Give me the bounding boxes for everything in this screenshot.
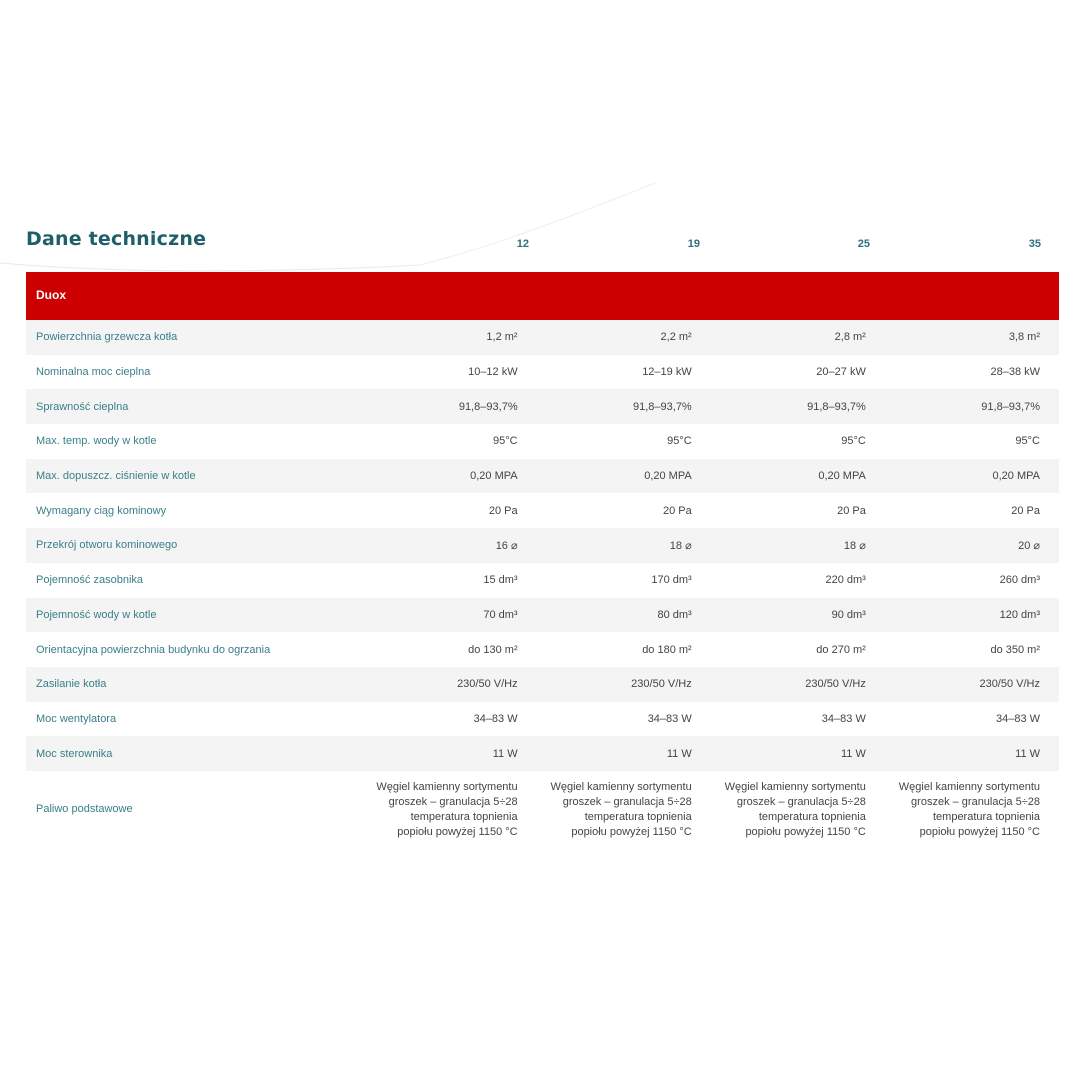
table-row (26, 493, 1059, 528)
cell-value-19: 95°C (537, 424, 711, 459)
cell-value-19: 0,20 MPA (537, 459, 711, 494)
cell-value-35: 28–38 kW (885, 355, 1059, 390)
fuel-line: Węgiel kamienny sortymentu (724, 780, 866, 793)
cell-value-35: 120 dm³ (885, 598, 1059, 633)
cell-value-12: 34–83 W (363, 702, 537, 737)
cell-value-19: 80 dm³ (537, 598, 711, 633)
table-row (26, 563, 1059, 598)
cell-value-25: 34–83 W (711, 702, 885, 737)
cell-value-35: 3,8 m² (885, 320, 1059, 355)
row-label: Powierzchnia grzewcza kotła (26, 320, 363, 355)
cell-value-19: 170 dm³ (537, 563, 711, 598)
fuel-line: temperatura topnienia (932, 810, 1040, 823)
cell-value-19: do 180 m² (537, 632, 711, 667)
cell-value-12 (363, 771, 537, 849)
table-row (26, 702, 1059, 737)
row-label: Orientacyjna powierzchnia budynku do ogrzania (26, 632, 363, 667)
cell-value-12: 11 W (363, 736, 537, 771)
cell-value-35: 0,20 MPA (885, 459, 1059, 494)
cell-value-12: do 130 m² (363, 632, 537, 667)
table-row (26, 736, 1059, 771)
cell-value-35: 260 dm³ (885, 563, 1059, 598)
row-label: Moc sterownika (26, 736, 363, 771)
cell-value-25: do 270 m² (711, 632, 885, 667)
table-row (26, 459, 1059, 494)
cell-value-25: 90 dm³ (711, 598, 885, 633)
cell-value-12: 91,8–93,7% (363, 389, 537, 424)
cell-value-35: 95°C (885, 424, 1059, 459)
cell-value-12: 95°C (363, 424, 537, 459)
table-row (26, 667, 1059, 702)
table-row (26, 528, 1059, 563)
table-row (26, 355, 1059, 390)
table-header (26, 222, 1059, 262)
model-header-12: 12 (516, 238, 529, 250)
row-label: Max. temp. wody w kotle (26, 424, 363, 459)
cell-value-25: 95°C (711, 424, 885, 459)
fuel-line: temperatura topnienia (584, 810, 692, 823)
cell-value-25: 2,8 m² (711, 320, 885, 355)
fuel-line: groszek – granulacja 5÷28 (736, 795, 866, 808)
fuel-line: Węgiel kamienny sortymentu (550, 780, 692, 793)
table-row (26, 632, 1059, 667)
cell-value-12: 16 ⌀ (363, 528, 537, 563)
cell-value-12: 70 dm³ (363, 598, 537, 633)
cell-value-25: 18 ⌀ (711, 528, 885, 563)
table-row (26, 320, 1059, 355)
cell-value-12: 15 dm³ (363, 563, 537, 598)
row-label: Max. dopuszcz. ciśnienie w kotle (26, 459, 363, 494)
brand-label: Duox (36, 288, 66, 302)
cell-value-19: 18 ⌀ (537, 528, 711, 563)
row-label: Zasilanie kotła (26, 667, 363, 702)
fuel-line: temperatura topnienia (410, 810, 518, 823)
cell-value-25: 220 dm³ (711, 563, 885, 598)
cell-value-12: 230/50 V/Hz (363, 667, 537, 702)
model-header-35: 35 (1028, 238, 1041, 250)
row-label: Pojemność wody w kotle (26, 598, 363, 633)
fuel-line: groszek – granulacja 5÷28 (388, 795, 518, 808)
cell-value-35: 11 W (885, 736, 1059, 771)
cell-value-19 (537, 771, 711, 849)
row-label: Wymagany ciąg kominowy (26, 493, 363, 528)
cell-value-19: 20 Pa (537, 493, 711, 528)
cell-value-12: 20 Pa (363, 493, 537, 528)
cell-value-35 (885, 771, 1059, 849)
row-label: Paliwo podstawowe (26, 771, 363, 849)
cell-value-25: 0,20 MPA (711, 459, 885, 494)
fuel-line: groszek – granulacja 5÷28 (911, 795, 1040, 808)
fuel-line: Węgiel kamienny sortymentu (376, 780, 518, 793)
cell-value-19: 34–83 W (537, 702, 711, 737)
fuel-line: Węgiel kamienny sortymentu (898, 780, 1040, 793)
cell-value-25: 20–27 kW (711, 355, 885, 390)
cell-value-25: 11 W (711, 736, 885, 771)
cell-value-19: 12–19 kW (537, 355, 711, 390)
row-label: Pojemność zasobnika (26, 563, 363, 598)
fuel-line: popiołu powyżej 1150 °C (571, 825, 692, 838)
cell-value-19: 91,8–93,7% (537, 389, 711, 424)
spec-table (26, 320, 1059, 849)
table-row-fuel (26, 771, 1059, 849)
cell-value-35: 34–83 W (885, 702, 1059, 737)
model-header-19: 19 (687, 238, 700, 250)
page-title: Dane techniczne (26, 228, 207, 250)
row-label: Sprawność cieplna (26, 389, 363, 424)
cell-value-12: 10–12 kW (363, 355, 537, 390)
cell-value-35: do 350 m² (885, 632, 1059, 667)
fuel-line: temperatura topnienia (758, 810, 866, 823)
cell-value-19: 11 W (537, 736, 711, 771)
cell-value-12: 0,20 MPA (363, 459, 537, 494)
cell-value-35: 230/50 V/Hz (885, 667, 1059, 702)
cell-value-12: 1,2 m² (363, 320, 537, 355)
table-row (26, 424, 1059, 459)
brand-bar (26, 272, 1059, 320)
fuel-line: popiołu powyżej 1150 °C (919, 825, 1040, 838)
row-label: Moc wentylatora (26, 702, 363, 737)
model-header-25: 25 (857, 238, 870, 250)
table-row (26, 598, 1059, 633)
cell-value-25: 230/50 V/Hz (711, 667, 885, 702)
cell-value-25: 20 Pa (711, 493, 885, 528)
row-label: Przekrój otworu kominowego (26, 528, 363, 563)
cell-value-25: 91,8–93,7% (711, 389, 885, 424)
table-row (26, 389, 1059, 424)
fuel-line: popiołu powyżej 1150 °C (745, 825, 866, 838)
cell-value-25 (711, 771, 885, 849)
cell-value-19: 230/50 V/Hz (537, 667, 711, 702)
cell-value-35: 91,8–93,7% (885, 389, 1059, 424)
row-label: Nominalna moc cieplna (26, 355, 363, 390)
cell-value-35: 20 Pa (885, 493, 1059, 528)
cell-value-19: 2,2 m² (537, 320, 711, 355)
fuel-line: groszek – granulacja 5÷28 (562, 795, 692, 808)
fuel-line: popiołu powyżej 1150 °C (397, 825, 518, 838)
cell-value-35: 20 ⌀ (885, 528, 1059, 563)
